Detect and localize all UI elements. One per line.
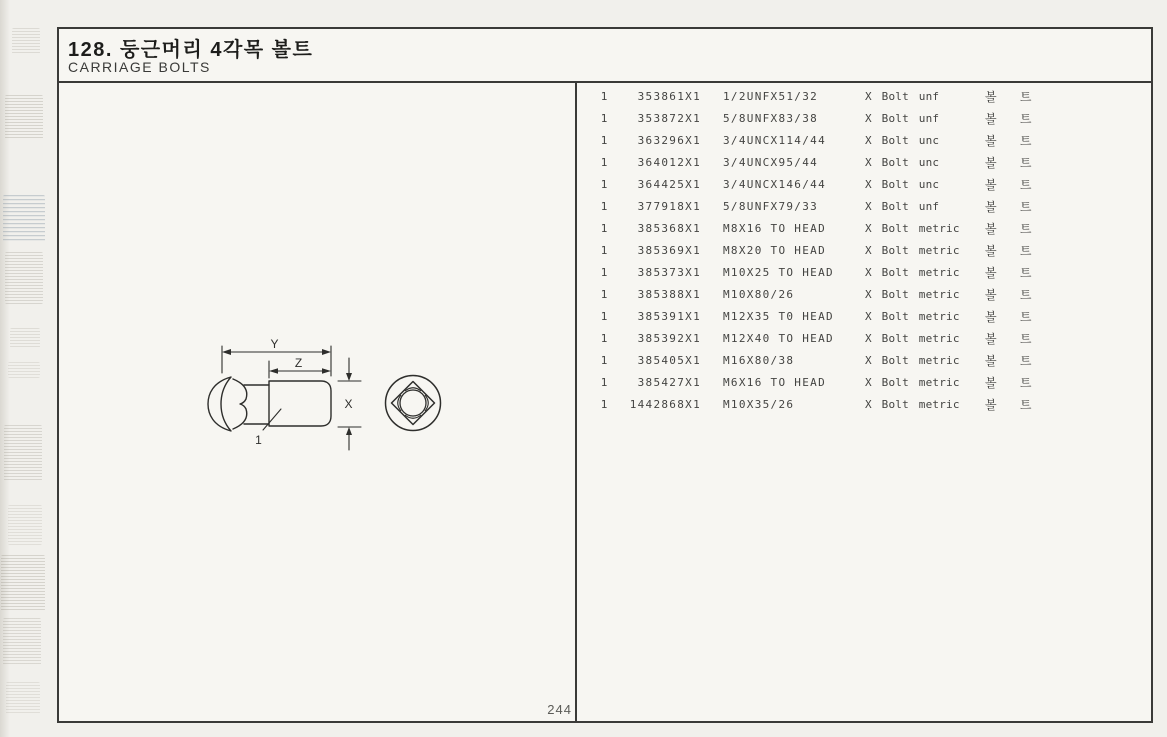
- cell-desc: X Bolt metric: [865, 265, 960, 279]
- table-row: [585, 327, 1145, 349]
- cell-qty: 1: [600, 331, 608, 345]
- panel-divider-line: [575, 82, 577, 723]
- table-row: [585, 283, 1145, 305]
- cell-desc: X Bolt metric: [865, 397, 960, 411]
- table-row: [585, 217, 1145, 239]
- table-row: [585, 349, 1145, 371]
- cell-spec: M8X20 TO HEAD: [723, 243, 826, 257]
- cell-spec: M8X16 TO HEAD: [723, 221, 826, 235]
- dim-label-z: Z: [294, 356, 304, 370]
- cell-name_kr: 볼 트: [985, 155, 1032, 170]
- cell-spec: 5/8UNFX83/38: [723, 111, 819, 125]
- table-row: [585, 85, 1145, 107]
- end-view-head-circle: [386, 376, 441, 431]
- cell-part_no: 377918X1: [637, 199, 701, 213]
- cell-spec: 3/4UNCX146/44: [723, 177, 826, 191]
- cell-name_kr: 볼 트: [985, 133, 1032, 148]
- scan-artifact: [6, 682, 40, 714]
- cell-qty: 1: [600, 397, 608, 411]
- cell-desc: X Bolt metric: [865, 353, 960, 367]
- cell-name_kr: 볼 트: [985, 375, 1032, 390]
- cell-name_kr: 볼 트: [985, 243, 1032, 258]
- cell-desc: X Bolt metric: [865, 375, 960, 389]
- cell-qty: 1: [600, 353, 608, 367]
- table-row: [585, 261, 1145, 283]
- scan-artifact: [5, 252, 43, 304]
- scan-edge-streak: [0, 0, 10, 737]
- cell-name_kr: 볼 트: [985, 221, 1032, 236]
- cell-spec: M10X80/26: [723, 287, 795, 301]
- section-title-korean: 128. 둥근머리 4각목 볼트: [68, 39, 314, 61]
- scan-artifact: [5, 95, 43, 139]
- cell-qty: 1: [600, 243, 608, 257]
- cell-part_no: 385391X1: [637, 309, 701, 323]
- dimension-lines: [222, 346, 361, 450]
- cell-name_kr: 볼 트: [985, 89, 1032, 104]
- table-row: [585, 393, 1145, 415]
- cell-name_kr: 볼 트: [985, 397, 1032, 412]
- cell-name_kr: 볼 트: [985, 111, 1032, 126]
- cell-part_no: 385369X1: [637, 243, 701, 257]
- cell-desc: X Bolt unf: [865, 89, 940, 103]
- cell-part_no: 364012X1: [637, 155, 701, 169]
- end-view-shank-circle: [400, 390, 426, 416]
- cell-qty: 1: [600, 265, 608, 279]
- cell-name_kr: 볼 트: [985, 177, 1032, 192]
- table-row: [585, 305, 1145, 327]
- cell-qty: 1: [600, 221, 608, 235]
- cell-spec: M16X80/38: [723, 353, 795, 367]
- part-callout-number: 1: [255, 433, 263, 447]
- bolt-end-view: [386, 376, 441, 431]
- cell-qty: 1: [600, 89, 608, 103]
- title-separator-line: [57, 81, 1153, 83]
- cell-desc: X Bolt unc: [865, 177, 940, 191]
- cell-desc: X Bolt unf: [865, 111, 940, 125]
- cell-qty: 1: [600, 133, 608, 147]
- cell-qty: 1: [600, 199, 608, 213]
- scan-artifact: [12, 28, 40, 54]
- cell-name_kr: 볼 트: [985, 287, 1032, 302]
- bolt-square-neck: [233, 379, 247, 429]
- dim-label-y: Y: [270, 337, 280, 351]
- cell-spec: 3/4UNCX95/44: [723, 155, 819, 169]
- cell-desc: X Bolt unf: [865, 199, 940, 213]
- cell-name_kr: 볼 트: [985, 199, 1032, 214]
- table-row: [585, 129, 1145, 151]
- cell-spec: 1/2UNFX51/32: [723, 89, 819, 103]
- cell-desc: X Bolt unc: [865, 133, 940, 147]
- cell-qty: 1: [600, 287, 608, 301]
- scan-artifact: [3, 618, 41, 666]
- bolt-head-dome: [208, 377, 231, 431]
- callout-leader-line: [263, 409, 281, 430]
- cell-qty: 1: [600, 177, 608, 191]
- scan-artifact: [8, 362, 40, 378]
- cell-part_no: 363296X1: [637, 133, 701, 147]
- cell-spec: M12X40 TO HEAD: [723, 331, 834, 345]
- cell-part_no: 385392X1: [637, 331, 701, 345]
- cell-part_no: 385427X1: [637, 375, 701, 389]
- cell-part_no: 385405X1: [637, 353, 701, 367]
- cell-part_no: 385388X1: [637, 287, 701, 301]
- cell-name_kr: 볼 트: [985, 331, 1032, 346]
- dimension-arrowheads: [222, 349, 352, 435]
- dim-label-x: X: [344, 397, 354, 411]
- scan-artifact: [4, 425, 42, 481]
- cell-desc: X Bolt unc: [865, 155, 940, 169]
- cell-spec: M12X35 T0 HEAD: [723, 309, 834, 323]
- cell-qty: 1: [600, 375, 608, 389]
- cell-spec: M6X16 TO HEAD: [723, 375, 826, 389]
- cell-spec: 3/4UNCX114/44: [723, 133, 826, 147]
- cell-name_kr: 볼 트: [985, 265, 1032, 280]
- cell-part_no: 385373X1: [637, 265, 701, 279]
- cell-spec: M10X25 TO HEAD: [723, 265, 834, 279]
- scan-artifact: [8, 505, 42, 545]
- scan-artifact: [10, 328, 40, 348]
- cell-desc: X Bolt metric: [865, 309, 960, 323]
- cell-qty: 1: [600, 111, 608, 125]
- table-row: [585, 239, 1145, 261]
- table-row: [585, 371, 1145, 393]
- scan-artifact: [1, 555, 45, 611]
- bolt-thread-section: [269, 381, 331, 426]
- table-row: [585, 151, 1145, 173]
- parts-table: [585, 85, 1145, 415]
- cell-part_no: 1442868X1: [629, 397, 701, 411]
- cell-part_no: 353861X1: [637, 89, 701, 103]
- cell-name_kr: 볼 트: [985, 353, 1032, 368]
- cell-desc: X Bolt metric: [865, 221, 960, 235]
- page-number: 244: [547, 702, 572, 717]
- cell-spec: 5/8UNFX79/33: [723, 199, 819, 213]
- table-row: [585, 173, 1145, 195]
- cell-part_no: 385368X1: [637, 221, 701, 235]
- cell-part_no: 353872X1: [637, 111, 701, 125]
- cell-name_kr: 볼 트: [985, 309, 1032, 324]
- bolt-technical-drawing: [190, 330, 460, 460]
- table-row: [585, 195, 1145, 217]
- scan-artifact: [3, 195, 45, 243]
- section-title-english: CARRIAGE BOLTS: [68, 59, 211, 75]
- cell-desc: X Bolt metric: [865, 243, 960, 257]
- cell-desc: X Bolt metric: [865, 287, 960, 301]
- table-row: [585, 107, 1145, 129]
- cell-spec: M10X35/26: [723, 397, 795, 411]
- cell-qty: 1: [600, 309, 608, 323]
- cell-desc: X Bolt metric: [865, 331, 960, 345]
- cell-qty: 1: [600, 155, 608, 169]
- cell-part_no: 364425X1: [637, 177, 701, 191]
